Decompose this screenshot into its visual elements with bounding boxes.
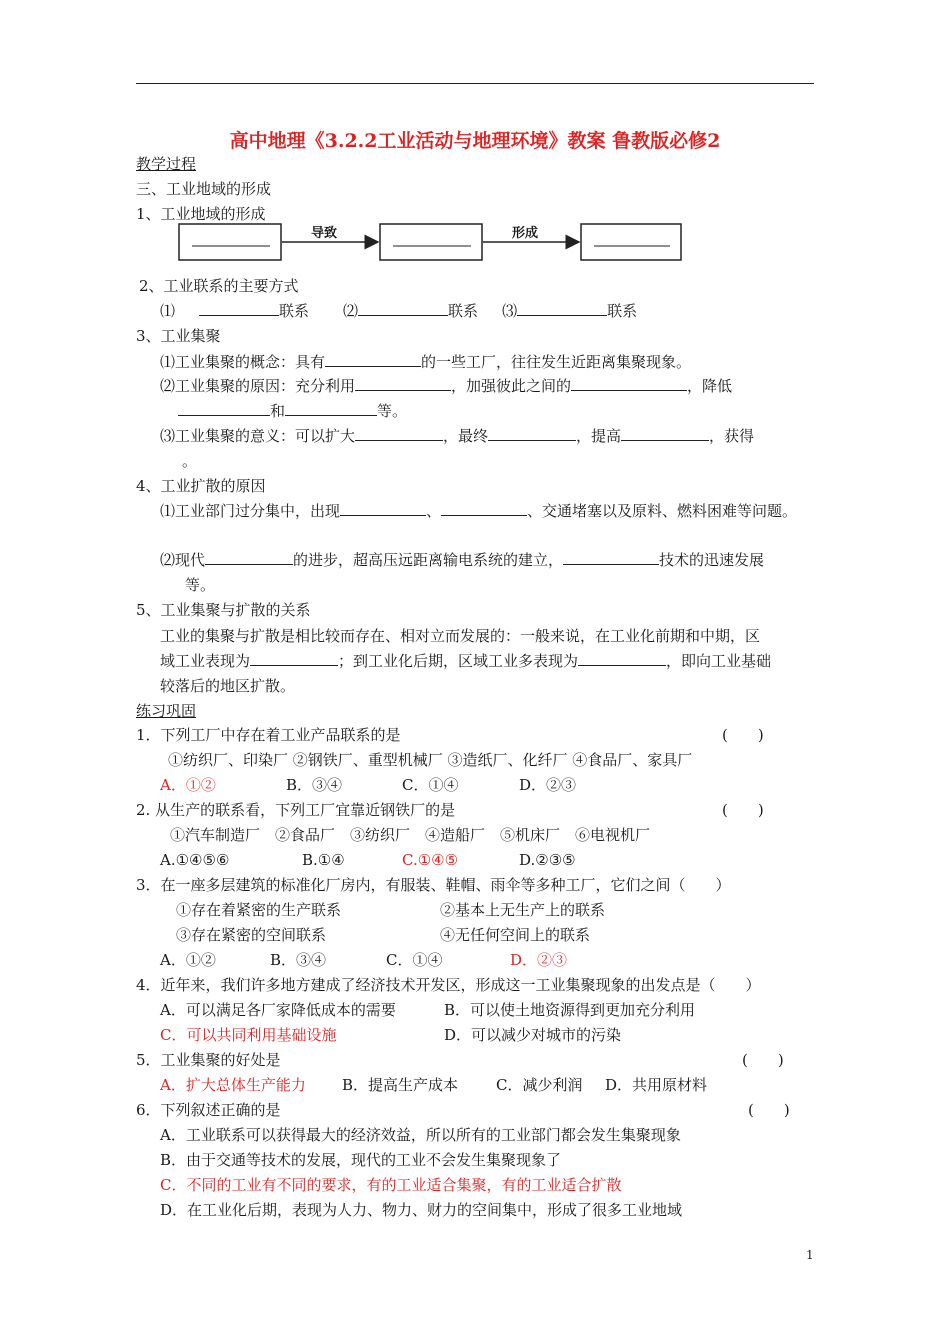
answer-blank[interactable] — [578, 651, 666, 666]
answer-blank[interactable] — [441, 501, 527, 516]
q6-choice-d[interactable]: D．在工业化后期，表现为人力、物力、财力的空间集中，形成了很多工业地域 — [160, 1201, 683, 1219]
answer-blank[interactable] — [178, 401, 270, 416]
s4-p2-text-3: 技术的迅速发展 — [659, 551, 765, 569]
answer-blank[interactable] — [488, 426, 576, 441]
q6-choice-c[interactable]: C．不同的工业有不同的要求，有的工业适合集聚，有的工业适合扩散 — [160, 1176, 622, 1194]
s4-p1-text: ⑴工业部门过分集中，出现 — [160, 502, 341, 520]
q1-choice-c[interactable]: C．①④ — [402, 776, 459, 794]
q2-choice-a[interactable]: A.①④⑤⑥ — [160, 851, 230, 869]
q4-choice-d[interactable]: D．可以减少对城市的污染 — [444, 1026, 622, 1044]
s3-reason — [160, 376, 732, 396]
s3-heading: 3、工业集聚 — [136, 327, 221, 345]
q5-stem: 5．工业集聚的好处是 — [136, 1051, 281, 1069]
s3-reason-text: ⑵工业集聚的原因：充分利用 — [160, 377, 356, 395]
s5-l2-text: 域工业表现为 — [160, 652, 251, 670]
flow-label-lead: 导致 — [311, 226, 338, 241]
s4-p2-text-2: 的进步，超高压远距离输电系统的建立， — [293, 551, 564, 569]
q5-choice-d[interactable]: D．共用原材料 — [605, 1076, 708, 1094]
q1-options: ①纺织厂、印染厂 ②钢铁厂、重型机械厂 ③造纸厂、化纤厂 ④食品厂、家具厂 — [168, 751, 693, 769]
s2-item2-num: ⑵ — [343, 302, 359, 320]
s5-l1: 工业的集聚与扩散是相比较而存在、相对立而发展的：一般来说，在工业化前期和中期，区 — [160, 627, 761, 645]
answer-blank[interactable] — [621, 426, 709, 441]
q2-choice-c[interactable]: C.①④⑤ — [402, 851, 459, 869]
q4-choice-b[interactable]: B．可以使土地资源得到更加充分利用 — [444, 1001, 696, 1019]
answer-blank[interactable] — [250, 651, 338, 666]
s3-meaning-text-3: ，提高 — [576, 427, 622, 445]
flow-label-form: 形成 — [512, 226, 539, 241]
q1-stem: 1．下列工厂中存在着工业产品联系的是 — [136, 726, 401, 744]
answer-blank[interactable] — [199, 301, 279, 316]
answer-blank[interactable] — [325, 352, 421, 367]
answer-blank[interactable] — [285, 401, 377, 416]
answer-blank[interactable] — [355, 426, 443, 441]
q3-option-1: ①存在着紧密的生产联系 — [176, 901, 342, 919]
s2-item3-num: ⑶ — [502, 302, 518, 320]
q6-choice-b[interactable]: B．由于交通等技术的发展，现代的工业不会发生集聚现象了 — [160, 1151, 562, 1169]
s3-meaning-text: ⑶工业集聚的意义：可以扩大 — [160, 427, 356, 445]
q2-options: ①汽车制造厂 ②食品厂 ③纺织厂 ④造船厂 ⑤机床厂 ⑥电视机厂 — [170, 826, 651, 844]
q4-choice-c[interactable]: C．可以共同利用基础设施 — [160, 1026, 337, 1044]
q1-choice-a[interactable]: A．①② — [160, 776, 216, 794]
s5-l3: 较落后的地区扩散。 — [160, 677, 296, 695]
s4-p2-text: ⑵现代 — [160, 551, 206, 569]
q3-choice-b[interactable]: B．③④ — [270, 951, 327, 969]
q6-choice-a[interactable]: A．工业联系可以获得最大的经济效益，所以所有的工业部门都会发生集聚现象 — [160, 1126, 681, 1144]
s3-meaning-text-2: ，最终 — [443, 427, 489, 445]
answer-blank[interactable] — [355, 376, 451, 391]
q3-stem: 3．在一座多层建筑的标准化厂房内，有服装、鞋帽、雨伞等多种工厂，它们之间（ ） — [136, 876, 731, 894]
s5-l2 — [160, 651, 771, 671]
s3-reason-cont — [178, 401, 407, 421]
s4-p2-end: 等。 — [185, 576, 216, 594]
s3-meaning-text-4: ，获得 — [709, 427, 755, 445]
q6-paren: ( ) — [748, 1101, 790, 1119]
s5-l2-text-2: ；到工业化后期，区域工业多表现为 — [338, 652, 579, 670]
s4-p1-sep: 、 — [426, 502, 442, 520]
s4-p1 — [160, 501, 797, 521]
q3-choice-c[interactable]: C．①④ — [386, 951, 443, 969]
s3-concept-text-end: 的一些工厂，往往发生近距离集聚现象。 — [421, 353, 692, 371]
section-heading: 三、工业地域的形成 — [136, 180, 272, 198]
s3-meaning — [160, 426, 754, 446]
s2-item2-suffix: 联系 — [448, 302, 479, 320]
flow-box-3 — [581, 224, 681, 260]
q2-choice-d[interactable]: D.②③⑤ — [519, 851, 576, 869]
q5-paren: ( ) — [742, 1051, 784, 1069]
q3-choice-d[interactable]: D．②③ — [510, 951, 568, 969]
flow-box-1 — [179, 224, 281, 260]
q1-choice-b[interactable]: B．③④ — [286, 776, 343, 794]
s4-heading: 4、工业扩散的原因 — [136, 477, 266, 495]
s3-meaning-end: 。 — [182, 452, 198, 470]
q6-stem: 6．下列叙述正确的是 — [136, 1101, 281, 1119]
s5-heading: 5、工业集聚与扩散的关系 — [136, 601, 311, 619]
s5-l2-text-3: ，即向工业基础 — [666, 652, 772, 670]
s3-concept — [160, 352, 691, 372]
s2-item3-suffix: 联系 — [607, 302, 638, 320]
q5-choice-c[interactable]: C．减少利润 — [496, 1076, 583, 1094]
q3-choice-a[interactable]: A．①② — [160, 951, 216, 969]
q2-choice-b[interactable]: B.①④ — [302, 851, 345, 869]
q2-paren: ( ) — [722, 801, 764, 819]
s3-reason-end: 等。 — [377, 402, 408, 420]
q3-option-4: ④无任何空间上的联系 — [440, 926, 591, 944]
s2-items — [160, 301, 637, 321]
q3-option-2: ②基本上无生产上的联系 — [440, 901, 606, 919]
s2-heading: 2、工业联系的主要方式 — [139, 277, 299, 295]
q5-choice-a[interactable]: A．扩大总体生产能力 — [160, 1076, 306, 1094]
page-title: 高中地理《3.2.2工业活动与地理环境》教案 鲁教版必修2 — [229, 130, 721, 152]
s3-reason-text-2: ，加强彼此之间的 — [451, 377, 572, 395]
s3-reason-and: 和 — [270, 402, 286, 420]
s3-reason-text-3: ，降低 — [687, 377, 733, 395]
flow-diagram — [0, 0, 950, 300]
q4-choice-a[interactable]: A．可以满足各厂家降低成本的需要 — [160, 1001, 396, 1019]
s4-p2 — [160, 550, 764, 570]
q2-stem: 2. 从生产的联系看，下列工厂宜靠近钢铁厂的是 — [136, 801, 456, 819]
s1-heading: 1、工业地域的形成 — [136, 205, 266, 223]
process-heading: 教学过程 — [136, 155, 197, 173]
flow-box-2 — [380, 224, 482, 260]
answer-blank[interactable] — [517, 301, 607, 316]
page-number: 1 — [806, 1248, 814, 1262]
answer-blank[interactable] — [340, 501, 426, 516]
s2-item1-suffix: 联系 — [279, 302, 310, 320]
answer-blank[interactable] — [205, 550, 293, 565]
q3-option-3: ③存在紧密的空间联系 — [176, 926, 327, 944]
s2-item1-num: ⑴ — [160, 302, 176, 320]
q1-choice-d[interactable]: D．②③ — [519, 776, 577, 794]
practice-heading: 练习巩固 — [136, 702, 197, 720]
answer-blank[interactable] — [563, 550, 659, 565]
s3-concept-text: ⑴工业集聚的概念：具有 — [160, 353, 326, 371]
q4-stem: 4．近年来，我们许多地方建成了经济技术开发区，形成这一工业集聚现象的出发点是（ ） — [136, 976, 761, 994]
q5-choice-b[interactable]: B．提高生产成本 — [342, 1076, 459, 1094]
answer-blank[interactable] — [358, 301, 448, 316]
answer-blank[interactable] — [571, 376, 687, 391]
s4-p1-text-end: 、交通堵塞以及原料、燃料困难等问题。 — [527, 502, 798, 520]
q1-paren: ( ) — [722, 726, 764, 744]
